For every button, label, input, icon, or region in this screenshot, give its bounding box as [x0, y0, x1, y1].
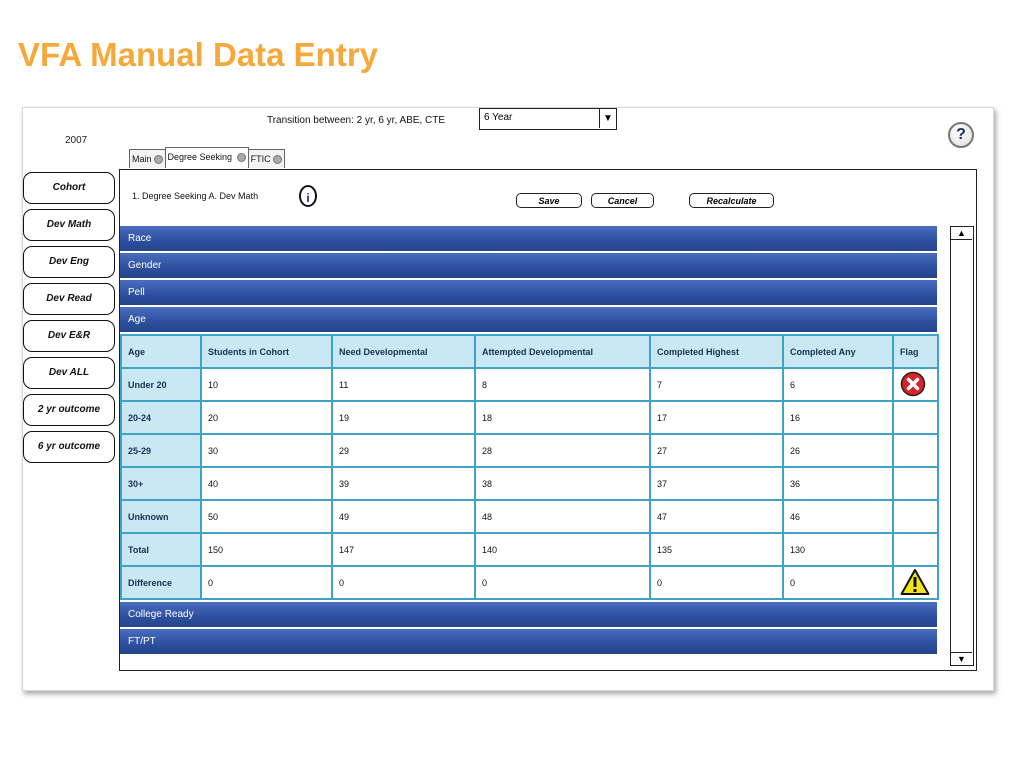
tab-close-icon[interactable]: [273, 155, 282, 164]
data-cell[interactable]: 36: [783, 467, 893, 500]
section-pell[interactable]: Pell: [120, 280, 937, 305]
row-label: Under 20: [121, 368, 201, 401]
data-cell[interactable]: 48: [475, 500, 650, 533]
row-label: Total: [121, 533, 201, 566]
data-cell: 0: [783, 566, 893, 599]
app-window: [22, 107, 994, 691]
table-row: [121, 566, 938, 599]
data-cell: 0: [201, 566, 332, 599]
tab-ftic[interactable]: [248, 149, 285, 168]
age-table: [120, 334, 939, 600]
data-cell[interactable]: 49: [332, 500, 475, 533]
data-cell[interactable]: 17: [650, 401, 783, 434]
column-header: Completed Any: [783, 335, 893, 368]
row-label: Difference: [121, 566, 201, 599]
sidebar-item-dev-read[interactable]: Dev Read: [23, 283, 115, 315]
section-ftpt[interactable]: FT/PT: [120, 629, 937, 654]
data-cell[interactable]: 39: [332, 467, 475, 500]
transition-label: Transition between: 2 yr, 6 yr, ABE, CTE: [266, 115, 446, 126]
sidebar-item-dev-all[interactable]: Dev ALL: [23, 357, 115, 389]
data-cell[interactable]: 26: [783, 434, 893, 467]
dropdown-arrow-icon[interactable]: ▼: [599, 109, 616, 128]
data-cell[interactable]: 37: [650, 467, 783, 500]
column-header: Students in Cohort: [201, 335, 332, 368]
info-icon[interactable]: i: [299, 185, 317, 207]
column-header: Age: [121, 335, 201, 368]
slide-title: VFA Manual Data Entry: [18, 36, 379, 73]
column-header: Completed Highest: [650, 335, 783, 368]
table-row: [121, 500, 938, 533]
data-cell: 140: [475, 533, 650, 566]
sidebar-item-2yr-outcome[interactable]: 2 yr outcome: [23, 394, 115, 426]
sidebar-item-dev-eng[interactable]: Dev Eng: [23, 246, 115, 278]
warning-triangle-icon[interactable]: [900, 568, 930, 596]
form-title: 1. Degree Seeking A. Dev Math: [132, 191, 259, 201]
tab-main[interactable]: [129, 149, 166, 168]
help-question-icon[interactable]: ?: [948, 122, 974, 148]
column-header: Flag: [893, 335, 938, 368]
flag-cell: [893, 467, 938, 500]
tab-main-label: Main: [132, 154, 152, 164]
data-cell[interactable]: 30: [201, 434, 332, 467]
year-label: 2007: [65, 135, 88, 146]
data-cell[interactable]: 18: [475, 401, 650, 434]
section-college-ready[interactable]: College Ready: [120, 602, 937, 627]
flag-cell: [893, 368, 938, 401]
column-header: Need Developmental: [332, 335, 475, 368]
table-header-row: [121, 335, 938, 368]
row-label: Unknown: [121, 500, 201, 533]
table-row: [121, 401, 938, 434]
row-label: 30+: [121, 467, 201, 500]
tab-bar: [129, 149, 284, 168]
sidebar-item-dev-er[interactable]: Dev E&R: [23, 320, 115, 352]
flag-cell: [893, 434, 938, 467]
save-button[interactable]: Save: [516, 193, 582, 208]
table-row: [121, 467, 938, 500]
flag-cell: [893, 401, 938, 434]
sidebar-item-6yr-outcome[interactable]: 6 yr outcome: [23, 431, 115, 463]
data-cell[interactable]: 10: [201, 368, 332, 401]
row-label: 25-29: [121, 434, 201, 467]
section-accordion: [120, 226, 937, 656]
sidebar-item-cohort[interactable]: Cohort: [23, 172, 115, 204]
tab-close-icon[interactable]: [154, 155, 163, 164]
column-header: Attempted Developmental: [475, 335, 650, 368]
table-row: [121, 533, 938, 566]
recalculate-button[interactable]: Recalculate: [689, 193, 774, 208]
data-cell[interactable]: 8: [475, 368, 650, 401]
tab-ftic-label: FTIC: [250, 154, 271, 164]
flag-cell: [893, 500, 938, 533]
error-x-icon[interactable]: [900, 371, 926, 397]
data-cell[interactable]: 19: [332, 401, 475, 434]
data-cell[interactable]: 50: [201, 500, 332, 533]
data-cell[interactable]: 28: [475, 434, 650, 467]
scroll-down-icon[interactable]: ▼: [951, 652, 972, 665]
vertical-scrollbar[interactable]: [950, 226, 974, 666]
cancel-button[interactable]: Cancel: [591, 193, 654, 208]
tab-degree-seeking[interactable]: [165, 147, 249, 168]
tab-degree-seeking-label: Degree Seeking: [167, 152, 233, 162]
data-cell[interactable]: 46: [783, 500, 893, 533]
data-cell[interactable]: 29: [332, 434, 475, 467]
data-cell[interactable]: 27: [650, 434, 783, 467]
data-cell: 150: [201, 533, 332, 566]
year-select-value: 6 Year: [484, 112, 513, 123]
data-cell[interactable]: 16: [783, 401, 893, 434]
flag-cell: [893, 566, 938, 599]
data-cell[interactable]: 40: [201, 467, 332, 500]
flag-cell: [893, 533, 938, 566]
tab-close-icon[interactable]: [237, 153, 246, 162]
scroll-up-icon[interactable]: ▲: [951, 227, 972, 240]
row-label: 20-24: [121, 401, 201, 434]
section-race[interactable]: Race: [120, 226, 937, 251]
data-cell[interactable]: 20: [201, 401, 332, 434]
data-cell: 0: [650, 566, 783, 599]
section-age[interactable]: Age: [120, 307, 937, 332]
data-cell[interactable]: 38: [475, 467, 650, 500]
table-row: [121, 368, 938, 401]
data-cell: 135: [650, 533, 783, 566]
data-cell: 130: [783, 533, 893, 566]
section-gender[interactable]: Gender: [120, 253, 937, 278]
data-cell: 0: [475, 566, 650, 599]
data-cell[interactable]: 6: [783, 368, 893, 401]
data-cell[interactable]: 7: [650, 368, 783, 401]
sidebar: [23, 172, 118, 468]
table-row: [121, 434, 938, 467]
sidebar-item-dev-math[interactable]: Dev Math: [23, 209, 115, 241]
year-select[interactable]: [479, 108, 617, 130]
data-cell[interactable]: 47: [650, 500, 783, 533]
content-panel: [119, 169, 977, 671]
data-cell[interactable]: 11: [332, 368, 475, 401]
data-cell: 147: [332, 533, 475, 566]
data-cell: 0: [332, 566, 475, 599]
